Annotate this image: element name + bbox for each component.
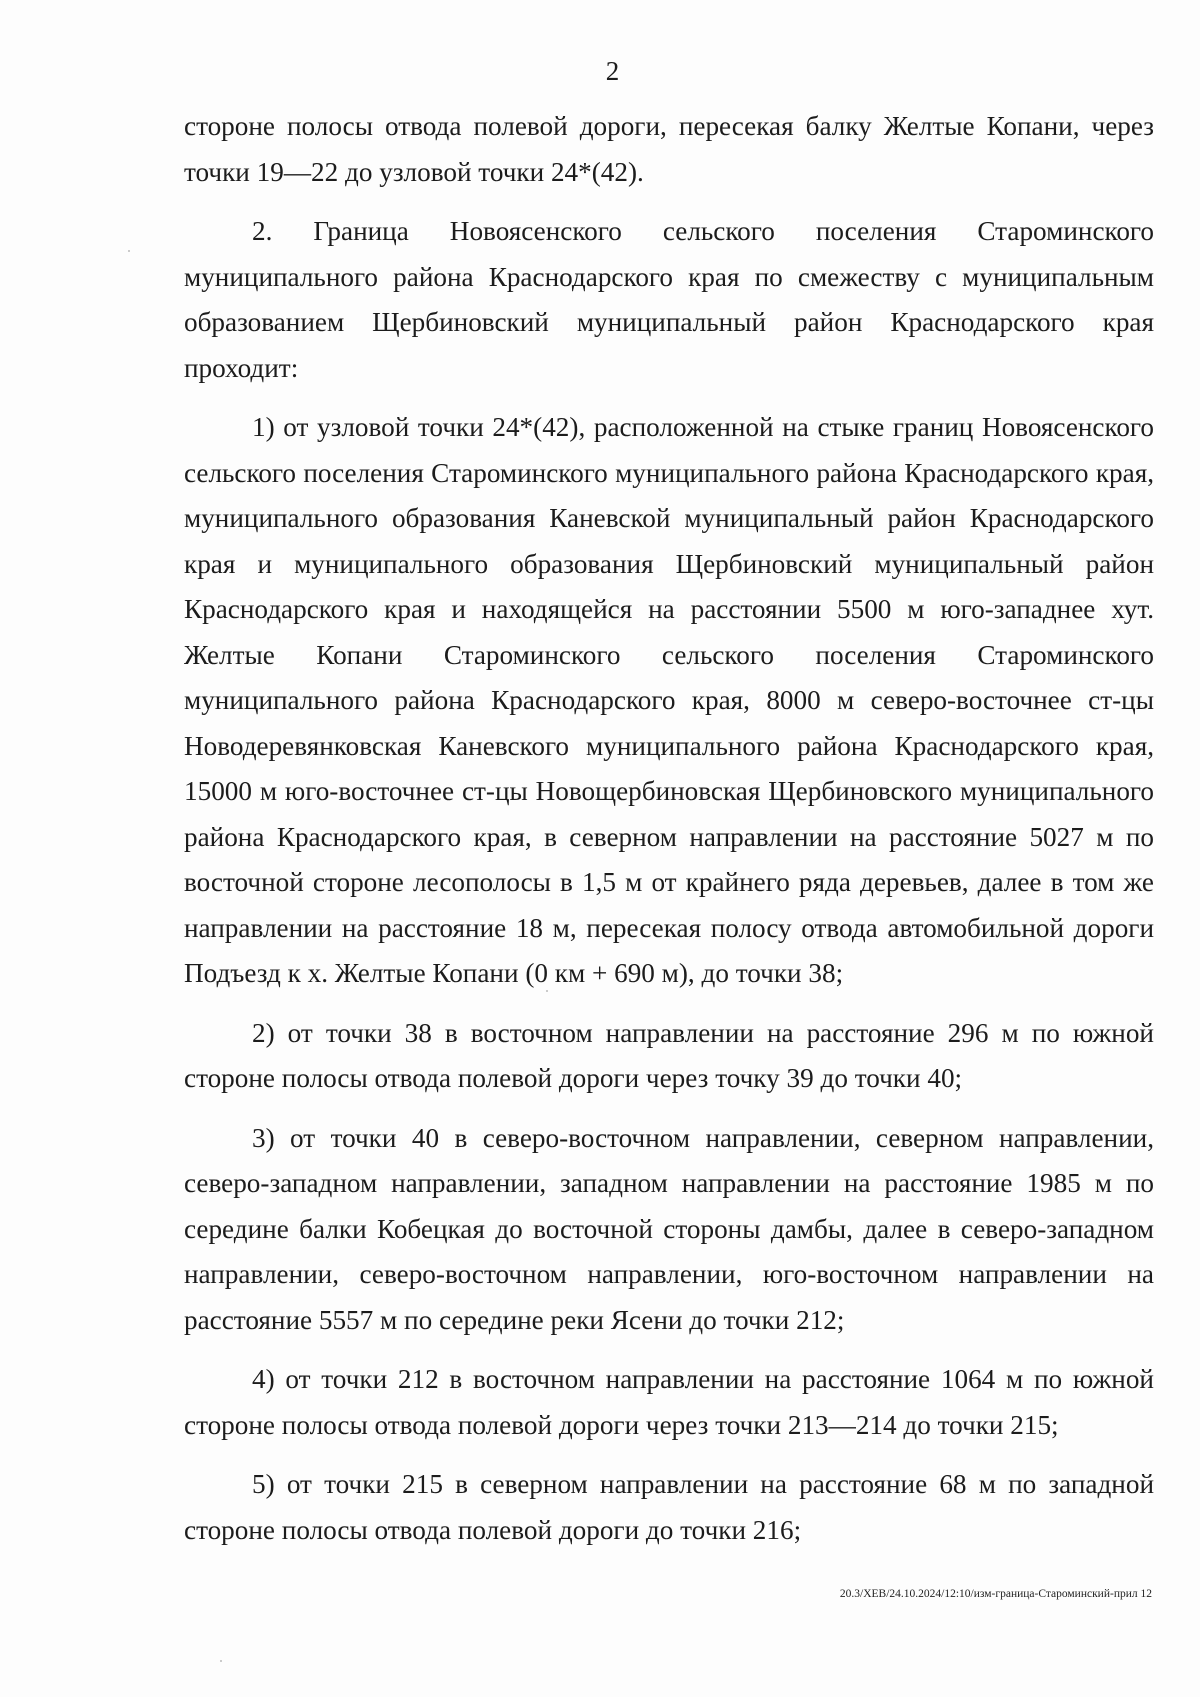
paragraph-continuation: стороне полосы отвода полевой дороги, пересекая балку Желтые Копани, через точки 19—22 до узловой точки 24*(42). bbox=[184, 111, 1154, 187]
paragraph-item-1: 1) от узловой точки 24*(42), расположенной на стыке границ Новоясенского сельского поселения Староминского муниципального района Краснодарского края, муниципального образования Каневской муниципальный район Краснодарского края и муниципального образования Щербиновский муниципальный район Краснодарского края и находящейся на расстоянии 5500 м юго-западнее хут. Желтые Копани Староминского сельского поселения Староминского муниципального района Краснодарского края, 8000 м северо-восточнее ст-цы Новодеревянковская Каневского муниципального района Краснодарского края, 15000 м юго-восточнее ст-цы Новощербиновская Щербиновского муниципального района Краснодарского края, в северном направлении на расстояние 5027 м по восточной стороне лесополосы в 1,5 м от крайнего ряда деревьев, далее в том же направлении на расстояние 18 м, пересекая полосу отвода автомобильной дороги Подъезд к х. Желтые Копани (0 км + 690 м), до точки 38; bbox=[184, 412, 1154, 988]
paragraph-section-2: 2. Граница Новоясенского сельского поселения Староминского муниципального района Краснодарского края по смежеству с муниципальным образованием Щербиновский муниципальный район Краснодарского края проходит: bbox=[184, 216, 1154, 383]
page-number: 2 bbox=[605, 56, 620, 86]
scan-speck bbox=[128, 250, 130, 252]
scan-speck bbox=[546, 990, 548, 992]
paragraph-item-4: 4) от точки 212 в восточном направлении на расстояние 1064 м по южной стороне полосы отвода полевой дороги через точки 213—214 до точки 215; bbox=[184, 1364, 1154, 1440]
paragraph-item-5: 5) от точки 215 в северном направлении на расстояние 68 м по западной стороне полосы отвода полевой дороги до точки 216; bbox=[184, 1469, 1154, 1545]
document-body bbox=[184, 104, 1154, 1567]
paragraph-item-2: 2) от точки 38 в восточном направлении на расстояние 296 м по южной стороне полосы отвода полевой дороги через точку 39 до точки 40; bbox=[184, 1017, 1154, 1093]
document-reference-footer: 20.3/ХЕВ/24.10.2024/12:10/изм-граница-Староминский-прил 12 bbox=[839, 1588, 1152, 1600]
scan-speck bbox=[220, 1660, 222, 1662]
paragraph-item-3: 3) от точки 40 в северо-восточном направлении, северном направлении, северо-западном направлении, западном направлении на расстояние 1985 м по середине балки Кобецкая до восточной стороны дамбы, далее в северо-западном направлении, северо-восточном направлении, юго-восточном направлении на расстояние 5557 м по середине реки Ясени до точки 212; bbox=[184, 1122, 1154, 1335]
